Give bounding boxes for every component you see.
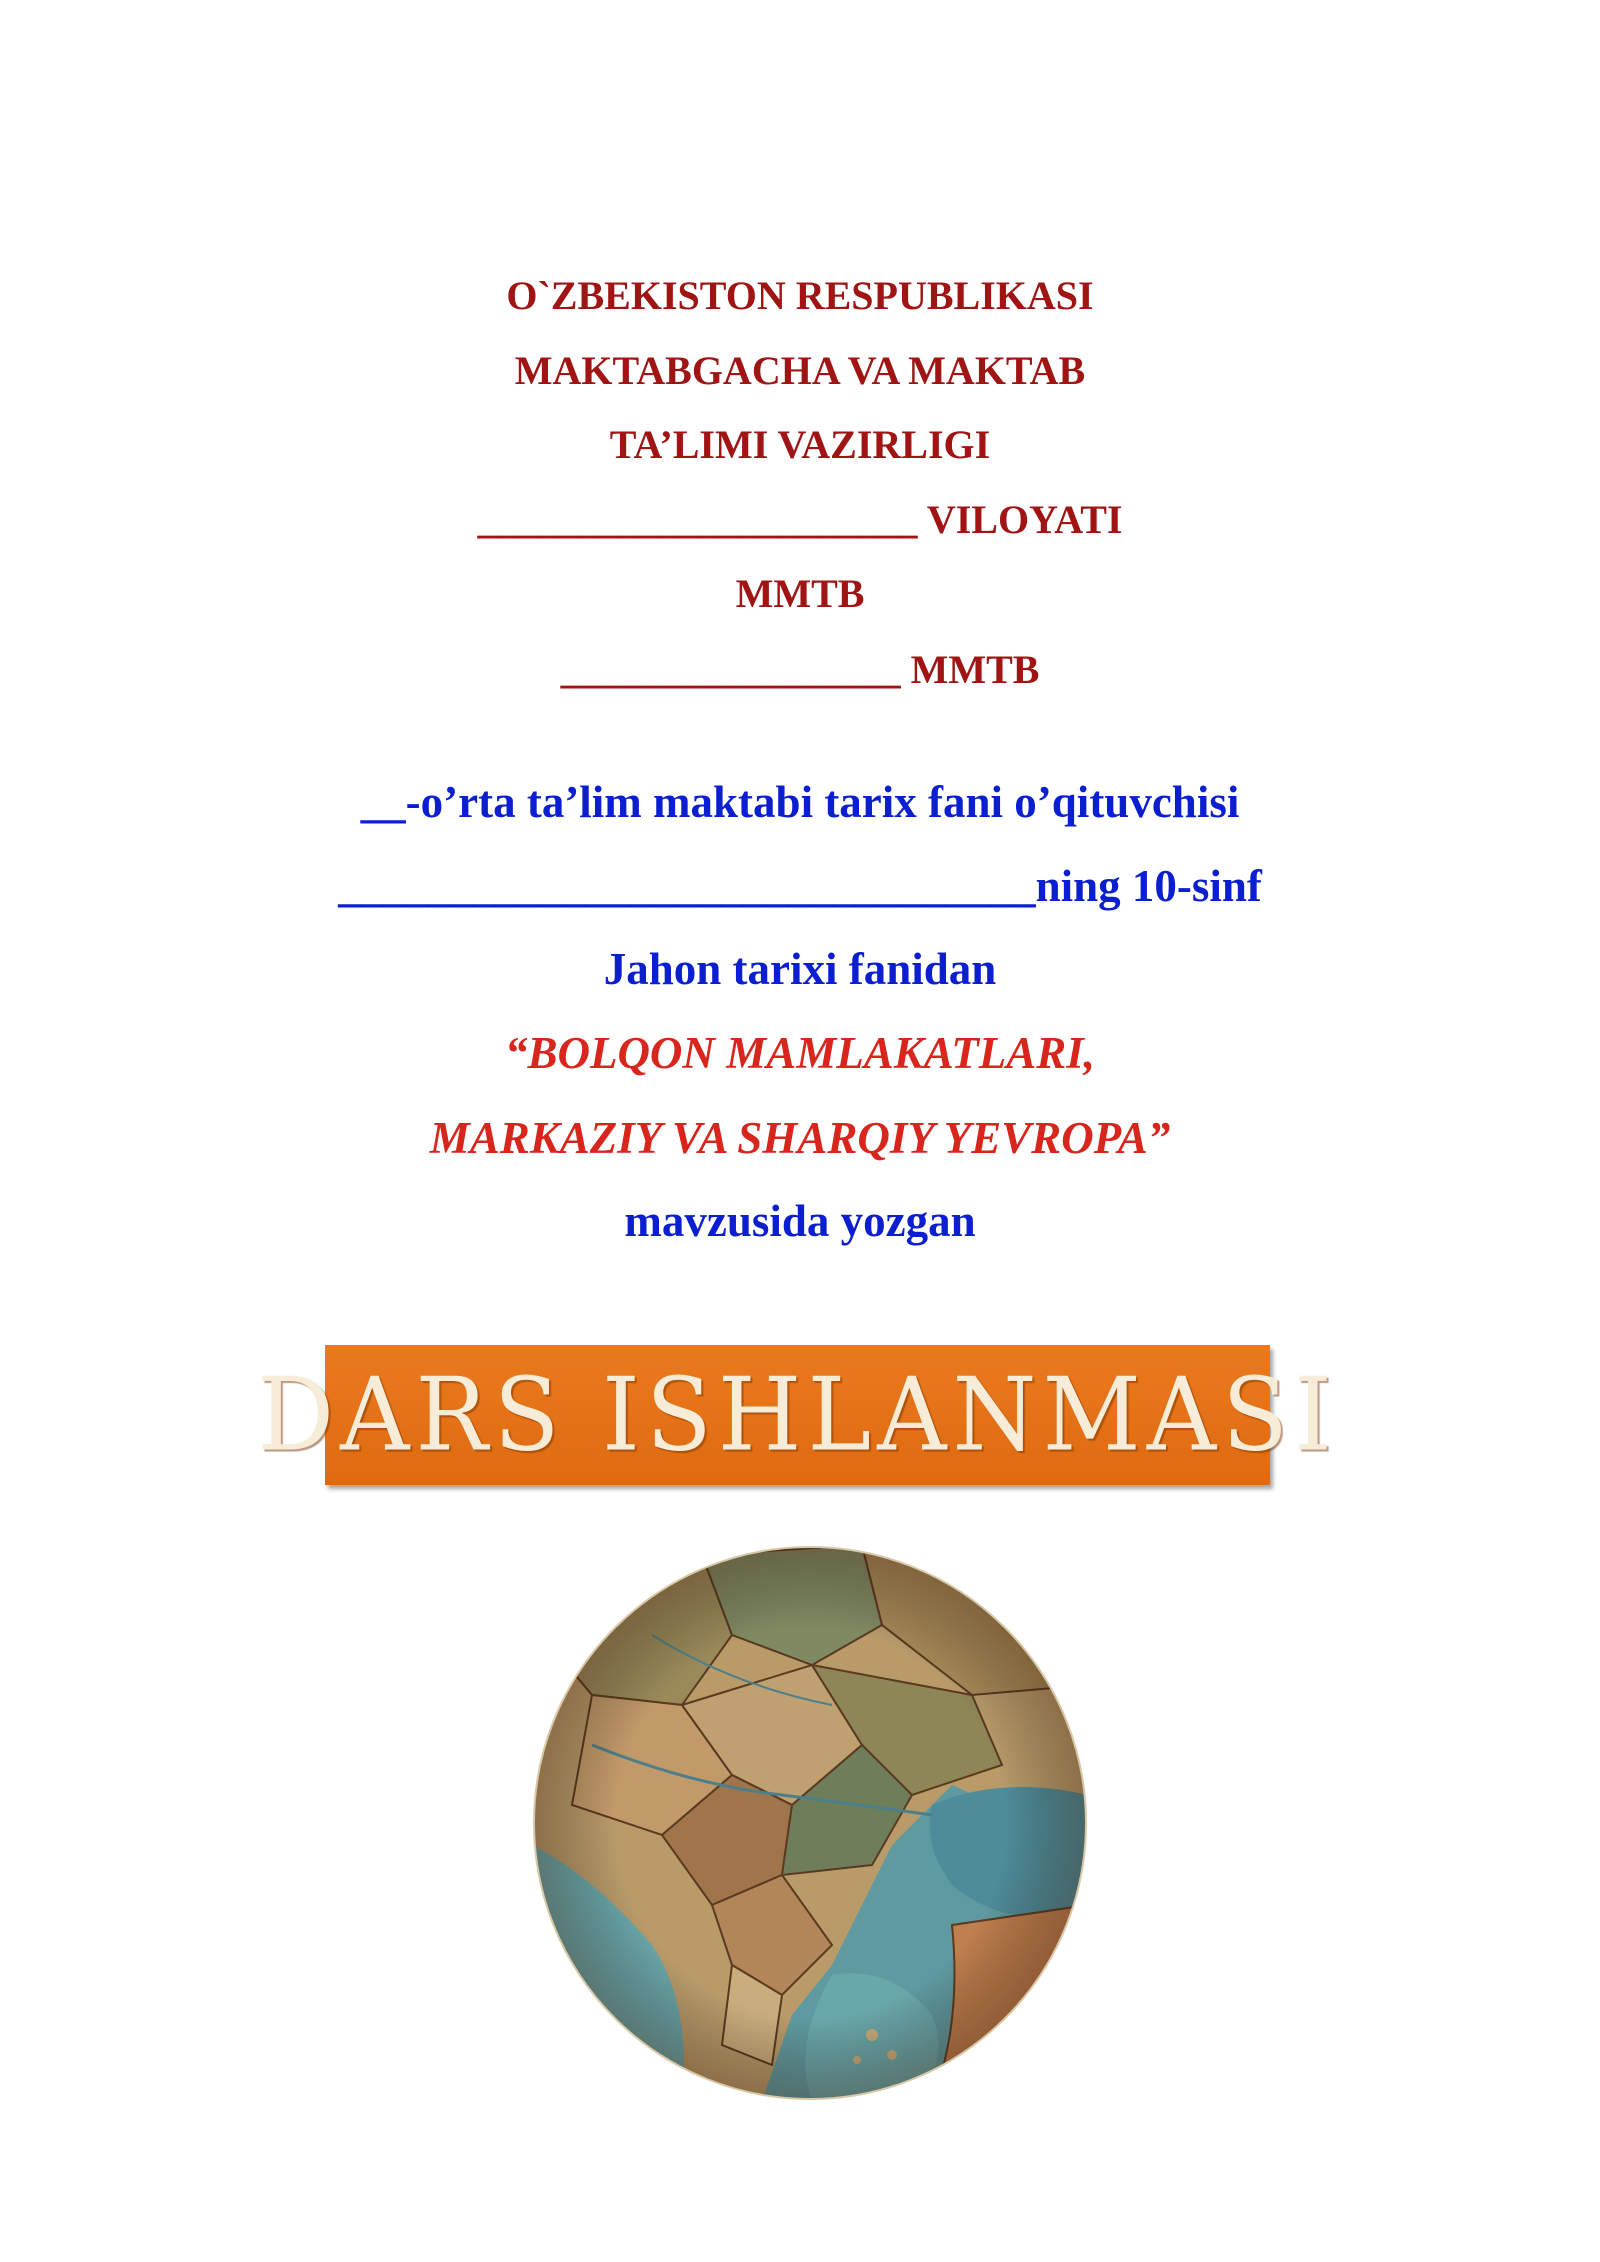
closing-line: mavzusida yozgan xyxy=(624,1196,976,1246)
district-department: _________________ MMTB xyxy=(560,647,1040,692)
subject-line: Jahon tarixi fanidan xyxy=(603,944,997,994)
topic-title-line2: MARKAZIY VA SHARQIY YEVROPA” xyxy=(429,1113,1171,1163)
map-icon xyxy=(532,1545,1088,2101)
ministry-name-line1: MAKTABGACHA VA MAKTAB xyxy=(514,348,1086,393)
topic-title-line1: “BOLQON MAMLAKATLARI, xyxy=(504,1028,1096,1078)
region-line: ______________________ VILOYATI xyxy=(477,497,1123,542)
school-line: __-o’rta ta’lim maktabi tarix fani o’qituvchisi xyxy=(360,777,1240,827)
balkan-map-illustration xyxy=(532,1545,1088,2101)
banner-title: DARS ISHLANMASI xyxy=(257,1356,1338,1474)
teacher-line: _______________________________ning 10-sinf xyxy=(338,861,1262,911)
ministry-name-line2: TA’LIMI VAZIRLIGI xyxy=(609,422,991,467)
country-name: O`ZBEKISTON RESPUBLIKASI xyxy=(506,273,1094,318)
lesson-plan-banner xyxy=(257,1345,1338,1485)
regional-department: MMTB xyxy=(735,571,865,616)
